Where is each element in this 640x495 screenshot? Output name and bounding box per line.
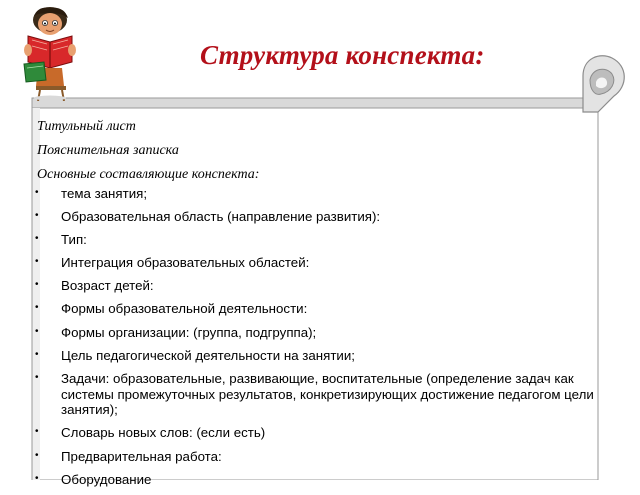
list-item: • Формы образовательной деятельности: — [35, 301, 308, 317]
list-item: • Интеграция образовательных областей: — [35, 255, 310, 271]
bullet-icon: • — [35, 279, 39, 291]
list-item: • Формы организации: (группа, подгруппа); — [35, 324, 317, 340]
bullet-icon: • — [35, 187, 39, 198]
bullet-icon: • — [35, 449, 39, 461]
component-list — [35, 186, 605, 495]
reading-person-icon — [14, 6, 84, 101]
list-item: • Образовательная область (направление развития): — [35, 209, 381, 225]
bullet-icon: • — [35, 325, 39, 337]
list-item: • Оборудование — [35, 471, 152, 487]
list-item: • Цель педагогической деятельности на занятии; — [35, 347, 355, 363]
bullet-icon: • — [35, 426, 39, 438]
list-item: • Предварительная работа: — [35, 448, 222, 464]
list-item: • Словарь новых слов: (если есть) — [35, 425, 266, 441]
header-line-explanatory-note: Пояснительная записка — [37, 143, 179, 158]
list-item: • Задачи: образовательные, развивающие, воспитательные (определение задач как системы промежуточных результатов, конкретизирующих достижение педагогом цели занятия); — [35, 370, 594, 418]
bullet-icon: • — [35, 472, 39, 484]
bullet-icon: • — [35, 210, 39, 222]
list-item: • Возраст детей: — [35, 278, 154, 294]
slide-title: Структура конспекта: — [200, 40, 485, 70]
bullet-icon: • — [35, 371, 39, 383]
header-line-title-page: Титульный лист — [37, 119, 136, 134]
list-item: • тема занятия; — [35, 186, 148, 201]
bullet-icon: • — [35, 302, 39, 314]
bullet-icon: • — [35, 256, 39, 268]
bullet-icon: • — [35, 348, 39, 360]
list-item: • Тип: — [35, 232, 87, 248]
header-line-main-components: Основные составляющие конспекта: — [37, 167, 260, 182]
bullet-icon: • — [35, 233, 39, 245]
